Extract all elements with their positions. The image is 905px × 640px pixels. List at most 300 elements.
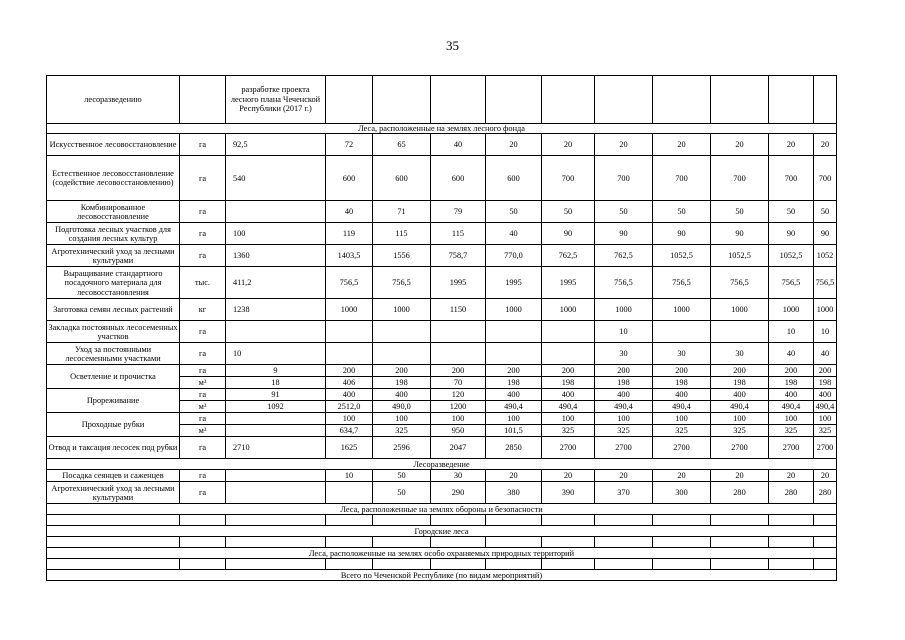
value-cell: 758,7 <box>431 245 486 267</box>
value-cell <box>653 76 711 124</box>
value-cell: 20 <box>595 134 653 156</box>
value-cell: 762,5 <box>542 245 595 267</box>
value-cell: 90 <box>542 223 595 245</box>
value-cell: 700 <box>542 156 595 201</box>
value-cell: 200 <box>711 365 769 377</box>
empty-cell <box>180 559 226 570</box>
value-cell: 280 <box>711 482 769 504</box>
empty-cell <box>431 537 486 548</box>
value-cell: 2512,0 <box>326 401 373 413</box>
value-cell: 400 <box>595 389 653 401</box>
plan-cell: 9 <box>226 365 326 377</box>
value-cell <box>814 76 837 124</box>
empty-cell <box>769 537 814 548</box>
value-cell: 490,4 <box>769 401 814 413</box>
empty-cell <box>711 559 769 570</box>
value-cell: 1052 <box>814 245 837 267</box>
value-cell: 50 <box>542 201 595 223</box>
value-cell: 1150 <box>431 299 486 321</box>
value-cell: 280 <box>814 482 837 504</box>
value-cell: 20 <box>486 470 542 482</box>
activity-name-cell: Выращивание стандартного посадочного материала для лесовосстановления <box>47 267 180 299</box>
empty-cell <box>486 559 542 570</box>
plan-cell <box>226 201 326 223</box>
value-cell: 198 <box>711 377 769 389</box>
value-cell: 20 <box>814 470 837 482</box>
value-cell: 200 <box>769 365 814 377</box>
value-cell: 100 <box>653 413 711 425</box>
unit-cell: м³ <box>180 377 226 389</box>
value-cell: 20 <box>542 470 595 482</box>
unit-cell: тыс. <box>180 267 226 299</box>
value-cell <box>326 482 373 504</box>
plan-cell: 100 <box>226 223 326 245</box>
value-cell <box>326 343 373 365</box>
table-row <box>47 299 837 321</box>
value-cell: 770,0 <box>486 245 542 267</box>
value-cell: 90 <box>653 223 711 245</box>
empty-cell <box>47 559 180 570</box>
value-cell: 400 <box>769 389 814 401</box>
value-cell: 1995 <box>431 267 486 299</box>
plan-cell: 2710 <box>226 437 326 459</box>
table-row <box>47 437 837 459</box>
value-cell: 2596 <box>373 437 431 459</box>
value-cell: 2700 <box>653 437 711 459</box>
section-defense: Леса, расположенные на землях обороны и безопасности <box>47 504 837 515</box>
value-cell: 1000 <box>595 299 653 321</box>
section-total: Всего по Чеченской Республике (по видам мероприятий) <box>47 570 837 581</box>
activity-name-cell: Прореживание <box>47 389 180 413</box>
value-cell: 1995 <box>486 267 542 299</box>
empty-cell <box>431 515 486 526</box>
empty-cell <box>542 537 595 548</box>
section-row <box>47 124 837 134</box>
value-cell: 198 <box>486 377 542 389</box>
value-cell: 20 <box>814 134 837 156</box>
value-cell: 40 <box>431 134 486 156</box>
value-cell: 200 <box>595 365 653 377</box>
value-cell: 40 <box>769 343 814 365</box>
value-cell: 72 <box>326 134 373 156</box>
plan-cell: 1360 <box>226 245 326 267</box>
value-cell: 325 <box>653 425 711 437</box>
table-row <box>47 223 837 245</box>
value-cell: 400 <box>326 389 373 401</box>
value-cell: 1000 <box>542 299 595 321</box>
section-urban: Городские леса <box>47 526 837 537</box>
unit-cell: м³ <box>180 401 226 413</box>
value-cell: 40 <box>486 223 542 245</box>
value-cell: 10 <box>326 470 373 482</box>
activity-name-cell: Посадка сеянцев и саженцев <box>47 470 180 482</box>
value-cell: 756,5 <box>326 267 373 299</box>
empty-cell <box>47 537 180 548</box>
unit-cell <box>180 76 226 124</box>
value-cell: 490,4 <box>653 401 711 413</box>
value-cell: 325 <box>595 425 653 437</box>
value-cell: 390 <box>542 482 595 504</box>
value-cell: 119 <box>326 223 373 245</box>
table-row <box>47 482 837 504</box>
value-cell: 10 <box>595 321 653 343</box>
empty-cell <box>542 515 595 526</box>
value-cell: 600 <box>373 156 431 201</box>
value-cell: 1052,5 <box>653 245 711 267</box>
value-cell: 30 <box>653 343 711 365</box>
value-cell: 325 <box>711 425 769 437</box>
plan-cell <box>226 482 326 504</box>
table-row <box>47 267 837 299</box>
value-cell <box>431 321 486 343</box>
unit-cell: га <box>180 201 226 223</box>
value-cell: 200 <box>431 365 486 377</box>
value-cell <box>711 321 769 343</box>
empty-row <box>47 559 837 570</box>
value-cell: 756,5 <box>653 267 711 299</box>
unit-cell: га <box>180 321 226 343</box>
value-cell: 700 <box>814 156 837 201</box>
value-cell: 756,5 <box>711 267 769 299</box>
value-cell: 90 <box>814 223 837 245</box>
value-cell: 2700 <box>711 437 769 459</box>
table-row <box>47 413 837 425</box>
value-cell: 490,0 <box>373 401 431 413</box>
value-cell: 20 <box>653 470 711 482</box>
value-cell: 1000 <box>769 299 814 321</box>
empty-cell <box>373 559 431 570</box>
section-row <box>47 548 837 559</box>
value-cell: 198 <box>814 377 837 389</box>
value-cell: 200 <box>542 365 595 377</box>
value-cell: 200 <box>814 365 837 377</box>
plan-cell: 18 <box>226 377 326 389</box>
value-cell: 200 <box>653 365 711 377</box>
plan-cell: 540 <box>226 156 326 201</box>
value-cell: 1052,5 <box>711 245 769 267</box>
page-number: 35 <box>446 38 459 53</box>
table-row <box>47 245 837 267</box>
value-cell: 20 <box>542 134 595 156</box>
value-cell: 20 <box>769 134 814 156</box>
table-row <box>47 389 837 401</box>
plan-cell <box>226 470 326 482</box>
unit-cell: га <box>180 413 226 425</box>
value-cell: 30 <box>595 343 653 365</box>
unit-cell: га <box>180 343 226 365</box>
plan-cell: 91 <box>226 389 326 401</box>
section-row <box>47 570 837 581</box>
activity-name-cell: Уход за постоянными лесосеменными участками <box>47 343 180 365</box>
value-cell <box>595 76 653 124</box>
value-cell: 490,4 <box>542 401 595 413</box>
value-cell: 100 <box>431 413 486 425</box>
value-cell: 20 <box>711 470 769 482</box>
value-cell: 280 <box>769 482 814 504</box>
table-row <box>47 201 837 223</box>
value-cell <box>431 343 486 365</box>
value-cell: 400 <box>711 389 769 401</box>
activity-name-cell: Агротехнический уход за лесными культурами <box>47 245 180 267</box>
value-cell: 65 <box>373 134 431 156</box>
empty-cell <box>814 559 837 570</box>
value-cell <box>326 321 373 343</box>
empty-cell <box>595 537 653 548</box>
value-cell: 600 <box>486 156 542 201</box>
value-cell: 20 <box>595 470 653 482</box>
value-cell: 762,5 <box>595 245 653 267</box>
value-cell: 100 <box>595 413 653 425</box>
value-cell: 1556 <box>373 245 431 267</box>
forest-plan-table <box>46 75 837 581</box>
value-cell: 325 <box>542 425 595 437</box>
value-cell <box>653 321 711 343</box>
activity-name-cell: Агротехнический уход за лесными культурами <box>47 482 180 504</box>
value-cell: 71 <box>373 201 431 223</box>
value-cell: 100 <box>769 413 814 425</box>
table-row <box>47 321 837 343</box>
value-cell: 1000 <box>711 299 769 321</box>
value-cell: 1052,5 <box>769 245 814 267</box>
unit-cell: га <box>180 134 226 156</box>
value-cell: 115 <box>431 223 486 245</box>
value-cell: 1995 <box>542 267 595 299</box>
value-cell: 1000 <box>326 299 373 321</box>
value-cell: 400 <box>814 389 837 401</box>
table-row <box>47 156 837 201</box>
value-cell: 950 <box>431 425 486 437</box>
section-row <box>47 526 837 537</box>
value-cell: 2700 <box>542 437 595 459</box>
value-cell: 756,5 <box>814 267 837 299</box>
activity-name-cell: Комбинированное лесовосстановление <box>47 201 180 223</box>
value-cell: 50 <box>769 201 814 223</box>
value-cell: 290 <box>431 482 486 504</box>
value-cell: 100 <box>326 413 373 425</box>
value-cell <box>542 321 595 343</box>
value-cell <box>542 76 595 124</box>
value-cell <box>486 321 542 343</box>
empty-cell <box>595 515 653 526</box>
table-row <box>47 365 837 377</box>
value-cell: 490,4 <box>486 401 542 413</box>
value-cell: 100 <box>542 413 595 425</box>
plan-cell <box>226 321 326 343</box>
unit-cell: га <box>180 365 226 377</box>
value-cell: 380 <box>486 482 542 504</box>
empty-cell <box>653 515 711 526</box>
empty-cell <box>711 515 769 526</box>
empty-cell <box>226 537 326 548</box>
value-cell: 1000 <box>814 299 837 321</box>
value-cell: 120 <box>431 389 486 401</box>
value-cell: 400 <box>486 389 542 401</box>
value-cell: 2850 <box>486 437 542 459</box>
value-cell: 10 <box>814 321 837 343</box>
value-cell: 634,7 <box>326 425 373 437</box>
section-protected: Леса, расположенные на землях особо охраняемых природных территорий <box>47 548 837 559</box>
value-cell: 198 <box>769 377 814 389</box>
value-cell: 756,5 <box>595 267 653 299</box>
empty-cell <box>769 559 814 570</box>
table-row <box>47 343 837 365</box>
value-cell: 198 <box>373 377 431 389</box>
value-cell <box>431 76 486 124</box>
value-cell: 115 <box>373 223 431 245</box>
empty-cell <box>431 559 486 570</box>
empty-row <box>47 515 837 526</box>
activity-name-cell: Отвод и таксация лесосек под рубки <box>47 437 180 459</box>
value-cell: 50 <box>373 482 431 504</box>
value-cell: 50 <box>373 470 431 482</box>
empty-cell <box>326 537 373 548</box>
value-cell: 100 <box>486 413 542 425</box>
value-cell: 600 <box>431 156 486 201</box>
empty-cell <box>47 515 180 526</box>
value-cell: 40 <box>814 343 837 365</box>
value-cell: 90 <box>769 223 814 245</box>
value-cell: 200 <box>486 365 542 377</box>
value-cell: 325 <box>814 425 837 437</box>
value-cell: 700 <box>769 156 814 201</box>
value-cell <box>373 321 431 343</box>
plan-cell: 1238 <box>226 299 326 321</box>
continued-plan-cell: разработке проекта лесного плана Чеченской Республики (2017 г.) <box>226 76 326 124</box>
activity-name-cell: Подготовка лесных участков для создания лесных культур <box>47 223 180 245</box>
value-cell: 20 <box>486 134 542 156</box>
value-cell: 325 <box>373 425 431 437</box>
value-cell: 756,5 <box>769 267 814 299</box>
unit-cell: кг <box>180 299 226 321</box>
value-cell: 756,5 <box>373 267 431 299</box>
empty-row <box>47 537 837 548</box>
value-cell: 20 <box>653 134 711 156</box>
empty-cell <box>653 537 711 548</box>
empty-cell <box>486 515 542 526</box>
value-cell: 300 <box>653 482 711 504</box>
value-cell: 40 <box>326 201 373 223</box>
value-cell: 400 <box>542 389 595 401</box>
value-cell: 198 <box>595 377 653 389</box>
unit-cell: га <box>180 389 226 401</box>
plan-cell: 411,2 <box>226 267 326 299</box>
activity-name-cell: Заготовка семян лесных растений <box>47 299 180 321</box>
empty-cell <box>226 515 326 526</box>
plan-cell <box>226 425 326 437</box>
value-cell <box>486 343 542 365</box>
value-cell <box>542 343 595 365</box>
value-cell: 490,4 <box>711 401 769 413</box>
value-cell: 490,4 <box>595 401 653 413</box>
empty-cell <box>180 515 226 526</box>
value-cell: 325 <box>769 425 814 437</box>
section-afforestation: Лесоразведение <box>47 459 837 470</box>
value-cell: 70 <box>431 377 486 389</box>
value-cell: 50 <box>486 201 542 223</box>
value-cell <box>769 76 814 124</box>
value-cell: 400 <box>373 389 431 401</box>
value-cell: 1000 <box>653 299 711 321</box>
empty-cell <box>814 537 837 548</box>
value-cell <box>373 343 431 365</box>
value-cell: 50 <box>653 201 711 223</box>
value-cell <box>326 76 373 124</box>
empty-cell <box>595 559 653 570</box>
value-cell: 600 <box>326 156 373 201</box>
empty-cell <box>711 537 769 548</box>
value-cell: 1403,5 <box>326 245 373 267</box>
value-cell: 100 <box>373 413 431 425</box>
section-row <box>47 459 837 470</box>
value-cell: 490,4 <box>814 401 837 413</box>
empty-cell <box>486 537 542 548</box>
value-cell: 100 <box>814 413 837 425</box>
value-cell: 700 <box>711 156 769 201</box>
value-cell <box>373 76 431 124</box>
value-cell: 198 <box>542 377 595 389</box>
unit-cell: м³ <box>180 425 226 437</box>
value-cell: 10 <box>769 321 814 343</box>
plan-cell: 92,5 <box>226 134 326 156</box>
activity-name-cell: Искусственное лесовосстановление <box>47 134 180 156</box>
empty-cell <box>373 537 431 548</box>
table-row <box>47 470 837 482</box>
unit-cell: га <box>180 470 226 482</box>
empty-cell <box>326 559 373 570</box>
value-cell: 50 <box>814 201 837 223</box>
section-forest-fund: Леса, расположенные на землях лесного фонда <box>47 124 837 134</box>
empty-cell <box>769 515 814 526</box>
value-cell: 1000 <box>373 299 431 321</box>
continued-name-cell: лесоразведению <box>47 76 180 124</box>
plan-cell: 10 <box>226 343 326 365</box>
unit-cell: га <box>180 223 226 245</box>
value-cell: 2700 <box>595 437 653 459</box>
value-cell: 400 <box>653 389 711 401</box>
value-cell: 2047 <box>431 437 486 459</box>
empty-cell <box>326 515 373 526</box>
empty-cell <box>814 515 837 526</box>
activity-name-cell: Проходные рубки <box>47 413 180 437</box>
value-cell: 50 <box>711 201 769 223</box>
value-cell: 700 <box>653 156 711 201</box>
value-cell <box>486 76 542 124</box>
value-cell: 30 <box>711 343 769 365</box>
plan-cell: 1092 <box>226 401 326 413</box>
value-cell <box>711 76 769 124</box>
value-cell: 1000 <box>486 299 542 321</box>
unit-cell: га <box>180 482 226 504</box>
table-row-continued <box>47 76 837 124</box>
value-cell: 200 <box>326 365 373 377</box>
activity-name-cell: Естественное лесовосстановление (содействие лесовосстановлению) <box>47 156 180 201</box>
unit-cell: га <box>180 156 226 201</box>
activity-name-cell: Закладка постоянных лесосеменных участков <box>48 322 178 341</box>
unit-cell: га <box>180 437 226 459</box>
value-cell: 20 <box>769 470 814 482</box>
empty-cell <box>653 559 711 570</box>
empty-cell <box>542 559 595 570</box>
value-cell: 1200 <box>431 401 486 413</box>
value-cell: 200 <box>373 365 431 377</box>
empty-cell <box>373 515 431 526</box>
value-cell: 90 <box>595 223 653 245</box>
section-row <box>47 504 837 515</box>
value-cell: 2700 <box>814 437 837 459</box>
value-cell: 198 <box>653 377 711 389</box>
value-cell: 50 <box>595 201 653 223</box>
value-cell: 700 <box>595 156 653 201</box>
